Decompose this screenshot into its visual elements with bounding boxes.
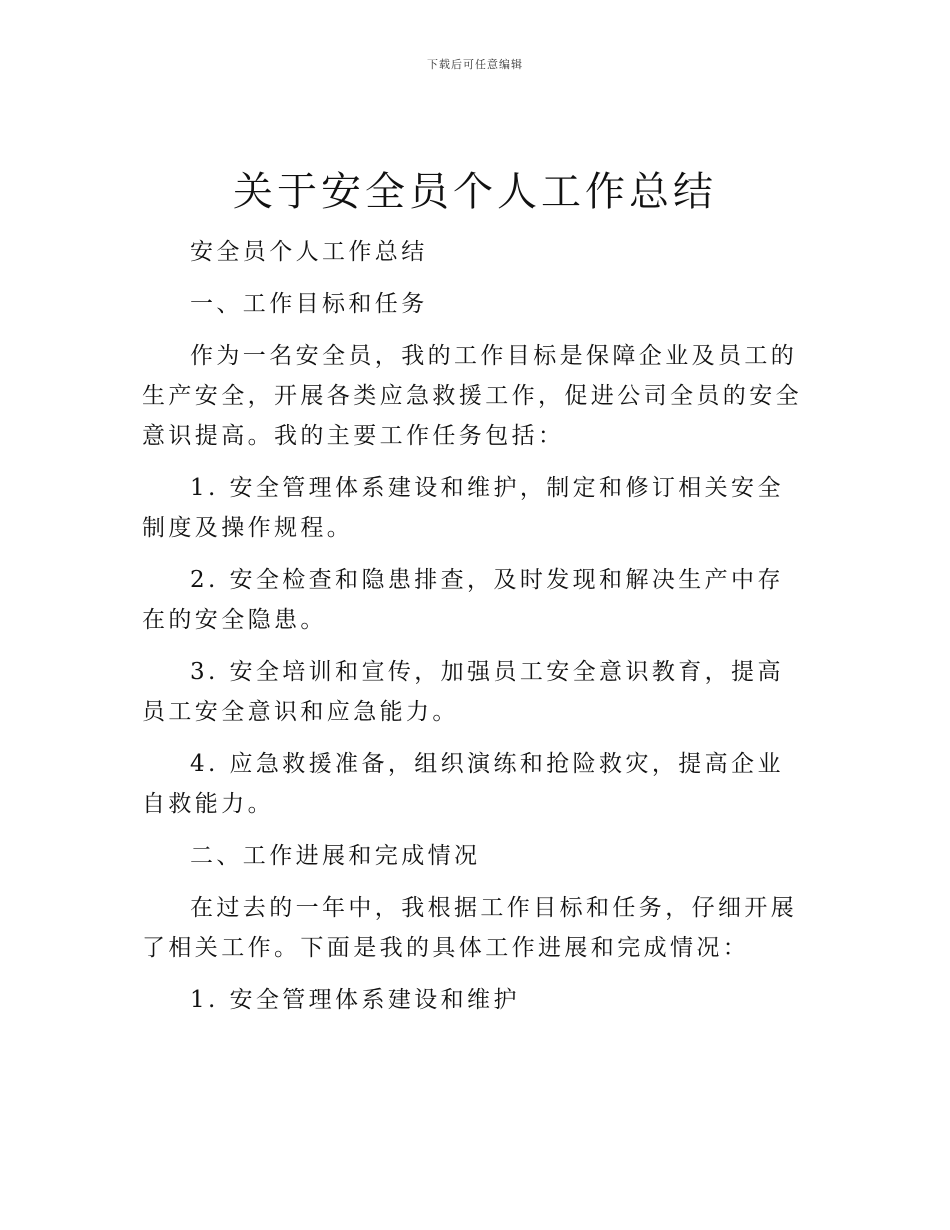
list-item: 2. 安全检查和隐患排查，及时发现和解决生产中存在的安全隐患。	[142, 567, 784, 633]
section-heading-2: 二、工作进展和完成情况	[190, 843, 481, 869]
paragraph: 在过去的一年中，我根据工作目标和任务，仔细开展了相关工作。下面是我的具体工作进展和完成情况：	[142, 895, 798, 961]
list-item: 3. 安全培训和宣传，加强员工安全意识教育，提高员工安全意识和应急能力。	[142, 659, 784, 725]
list-item: 1. 安全管理体系建设和维护	[190, 987, 520, 1013]
paragraph: 作为一名安全员，我的工作目标是保障企业及员工的生产安全，开展各类应急救援工作，促进公司全员的安全意识提高。我的主要工作任务包括：	[142, 343, 802, 449]
section-heading-1: 一、工作目标和任务	[190, 291, 428, 317]
document-body	[142, 232, 810, 1032]
header-note: 下载后可任意编辑	[427, 58, 523, 71]
list-item: 1. 安全管理体系建设和维护，制定和修订相关安全制度及操作规程。	[142, 475, 784, 541]
page-title: 关于安全员个人工作总结	[233, 169, 717, 215]
list-item: 4. 应急救援准备，组织演练和抢险救灾，提高企业自救能力。	[142, 751, 784, 817]
paragraph-subtitle: 安全员个人工作总结	[190, 239, 428, 265]
